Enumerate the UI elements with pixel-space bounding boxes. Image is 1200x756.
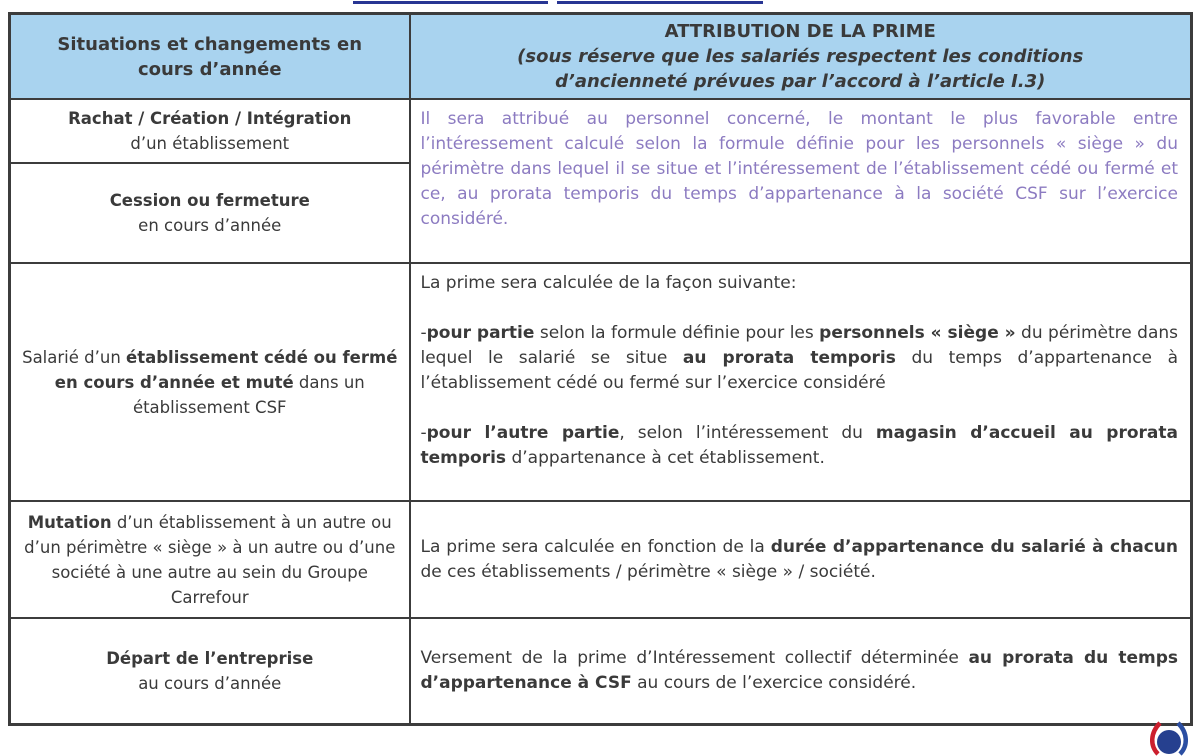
cell-depart-entreprise: Départ de l’entreprise au cours d’année (10, 618, 410, 724)
cell-attribution-mutation: La prime sera calculée en fonction de la durée d’appartenance du salarié à chacun de ces établissements / périmètre « siège » / société. (410, 501, 1192, 618)
cell-salarie-etablissement-cede: Salarié d’un établissement cédé ou fermé en cours d’année et muté dans un établissement CSF (10, 263, 410, 501)
prime-attribution-table (8, 12, 1193, 726)
cell-attribution-depart: Versement de la prime d’Intéressement collectif déterminée au prorata du temps d’appartenance à CSF au cours de l’exercice considéré. (410, 618, 1192, 724)
cell-mutation: Mutation d’un établissement à un autre ou d’un périmètre « siège » à un autre ou d’une société à une autre au sein du Groupe Carrefour (10, 501, 410, 618)
cell-cession-fermeture: Cession ou fermeture en cours d’année (10, 163, 410, 263)
col-header-attribution-prime: ATTRIBUTION DE LA PRIME (sous réserve que les salariés respectent les conditions d’ancienneté prévues par l’accord à l’article I.3) (410, 14, 1192, 100)
cell-attribution-salarie-mute: La prime sera calculée de la façon suivante: -pour partie selon la formule définie pour les personnels « siège » du périmètre dans lequel le salarié se situe au prorata temporis du temps d’appartenance à l’établissement cédé ou fermé sur l’exercice considéré -pour l’autre partie, selon l’intéressement du magasin d’accueil au prorata temporis d’appartenance à cet établissement. (410, 263, 1192, 501)
hyperlink-underline-left[interactable] (353, 1, 548, 4)
cell-rachat-creation-integration: Rachat / Création / Intégration d’un établissement (10, 99, 410, 163)
cell-attribution-rachat-cession: Il sera attribué au personnel concerné, le montant le plus favorable entre l’intéressement calculé selon la formule définie pour les personnels « siège » du périmètre dans lequel il se situe et l’intéressement de l’établissement cédé ou fermé et ce, au prorata temporis du temps d’appartenance à la société CSF sur l’exercice considéré. (410, 99, 1192, 263)
col-header-situations: Situations et changements en cours d’année (10, 14, 410, 100)
carrefour-logo-icon (1143, 716, 1195, 756)
hyperlink-underline-right[interactable] (557, 1, 763, 4)
